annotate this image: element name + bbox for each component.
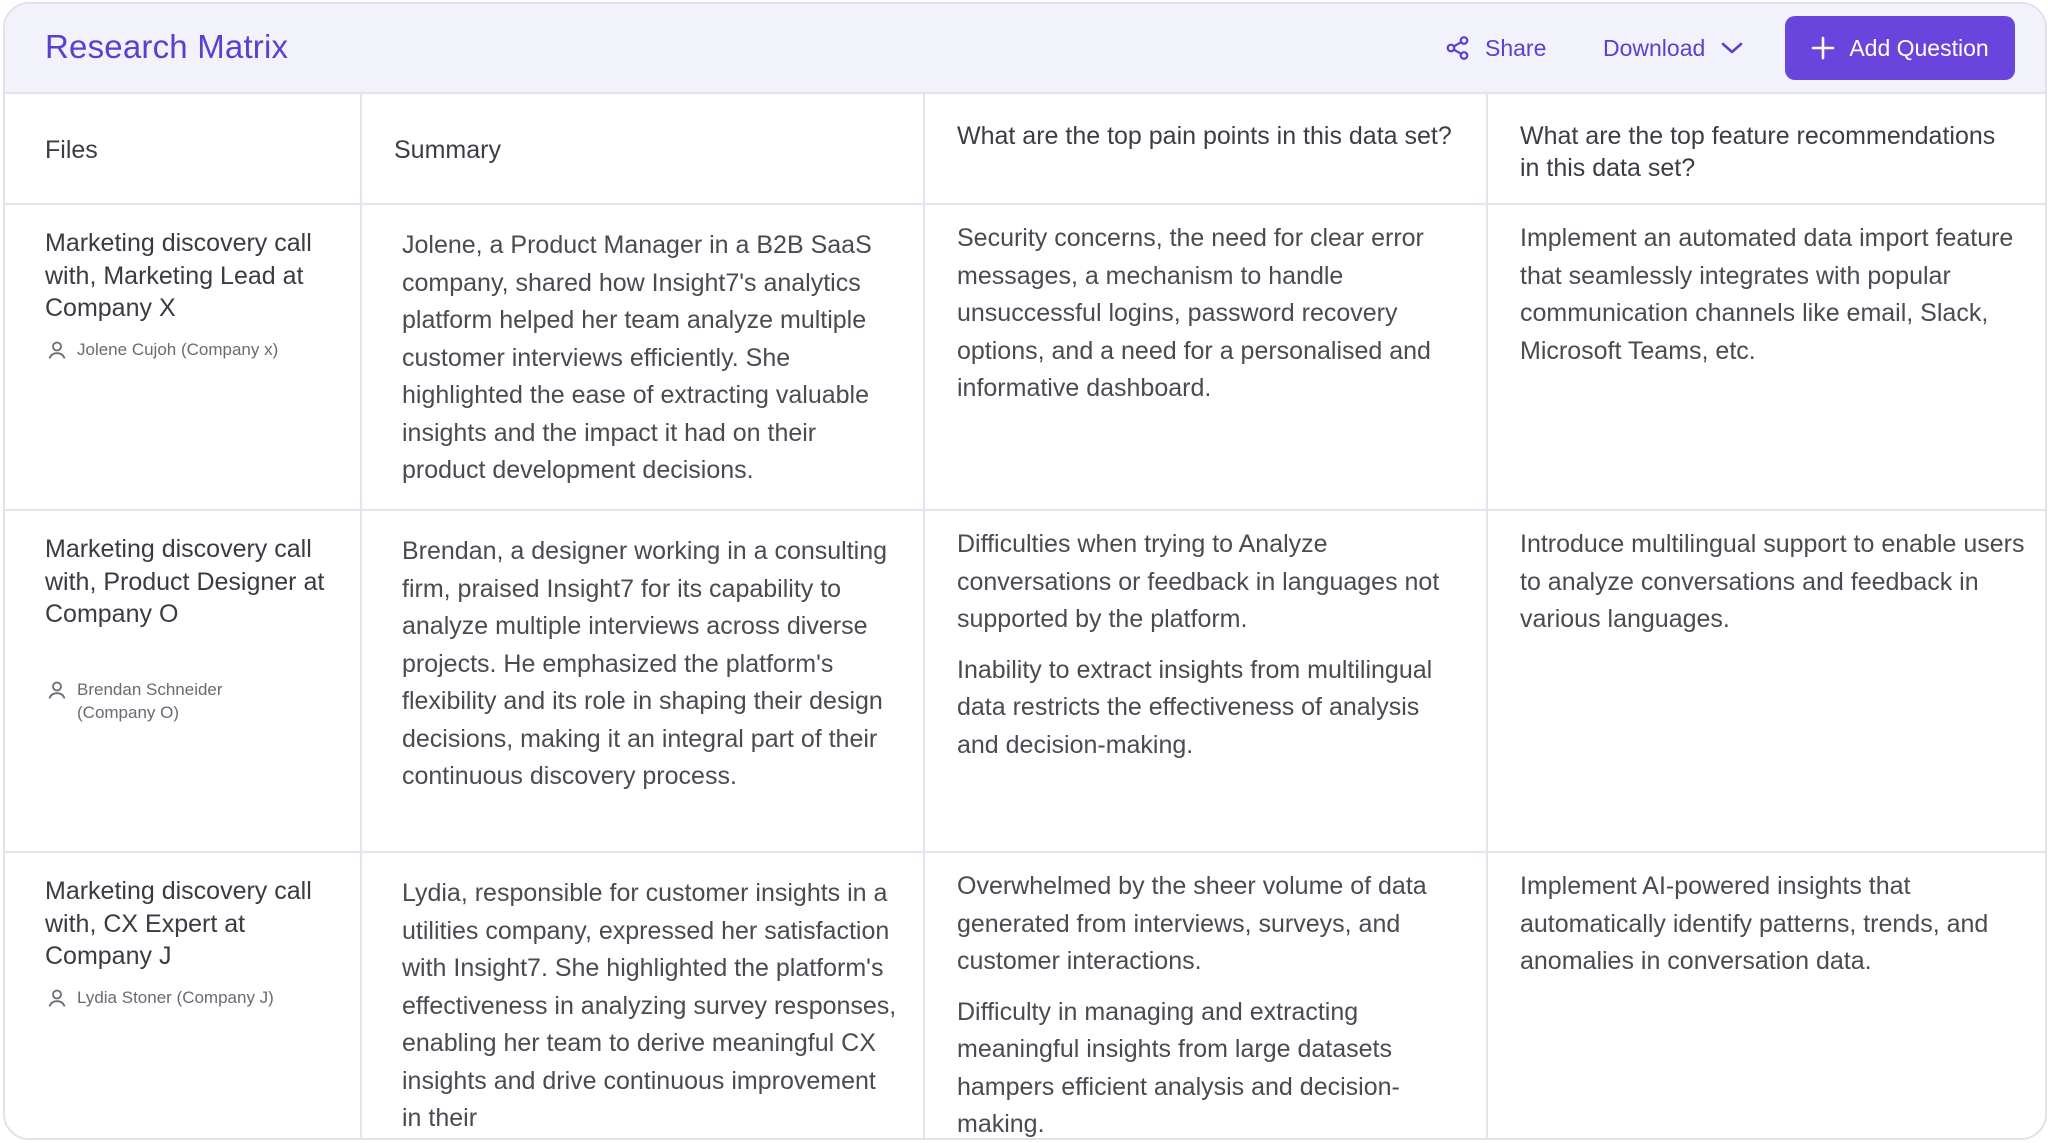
column-divider (1486, 94, 1488, 1138)
row-divider (5, 203, 2045, 205)
add-question-label: Add Question (1849, 34, 1989, 61)
column-header-files: Files (45, 136, 98, 164)
recommendations-cell: Implement AI-powered insights that automatically identify patterns, trends, and anomalies in conversation data. (1520, 872, 1989, 975)
chevron-down-icon (1721, 41, 1743, 55)
file-user (47, 986, 337, 1009)
pain-point: Difficulty in managing and extracting meaningful insights from large datasets hampers efficient analysis and decision-making. (957, 997, 1400, 1138)
pain-points-cell (957, 526, 1467, 777)
download-label: Download (1603, 34, 1706, 61)
summary-cell: Brendan, a designer working in a consulting firm, praised Insight7 for its capability to analyze multiple interviews across diverse projects. He emphasized the platform's flexibility and its role in shaping their design decisions, making it an integral part of their continuous discovery process. (402, 537, 888, 790)
file-title[interactable]: Marketing discovery call with, Product Designer at Company O (45, 535, 325, 628)
column-header-pain-points: What are the top pain points in this data set? (957, 122, 1452, 150)
user-icon (47, 680, 67, 700)
user-icon (47, 340, 67, 360)
summary-cell: Lydia, responsible for customer insights in a utilities company, expressed her satisfaction with Insight7. She highlighted the platform's effectiveness in analyzing survey responses, enabling her team to derive meaningful CX insights and drive continuous improvement in their (402, 879, 897, 1132)
user-icon (47, 988, 67, 1008)
column-header-summary: Summary (394, 136, 501, 164)
add-question-button[interactable] (1785, 16, 2015, 80)
column-header-recommendations: What are the top feature recommendations in this data set? (1520, 122, 1996, 182)
file-user-name: Brendan Schneider (Company O) (77, 680, 223, 722)
row-divider (5, 851, 2045, 853)
plus-icon (1811, 36, 1835, 60)
page-title: Research Matrix (45, 28, 289, 65)
file-user (47, 338, 337, 361)
top-bar (5, 4, 2045, 94)
recommendations-cell: Introduce multilingual support to enable users to analyze conversations and feedback in various languages. (1520, 530, 2025, 633)
row-divider (5, 509, 2045, 511)
pain-points-cell (957, 868, 1467, 1140)
pain-point: Inability to extract insights from multilingual data restricts the effectiveness of analysis and decision-making. (957, 655, 1433, 759)
pain-point: Difficulties when trying to Analyze conversations or feedback in languages not supported by the platform. (957, 530, 1440, 633)
summary-cell: Jolene, a Product Manager in a B2B SaaS company, shared how Insight7's analytics platform helped her team analyze multiple customer interviews efficiently. She highlighted the ease of extracting valuable insights and the impact it had on their product development decisions. (402, 231, 872, 484)
file-user (47, 678, 257, 724)
share-label: Share (1485, 34, 1547, 61)
research-matrix-window (3, 2, 2047, 1140)
recommendations-cell: Implement an automated data import feature that seamlessly integrates with popular communication channels like email, Slack, Microsoft Teams, etc. (1520, 224, 2014, 365)
pain-points-cell (957, 220, 1467, 421)
file-title[interactable]: Marketing discovery call with, Marketing Lead at Company X (45, 229, 312, 322)
column-divider (360, 94, 362, 1138)
pain-point: Overwhelmed by the sheer volume of data generated from interviews, surveys, and customer interactions. (957, 872, 1427, 975)
download-dropdown[interactable] (1603, 26, 1743, 70)
file-title[interactable]: Marketing discovery call with, CX Expert at Company J (45, 877, 312, 970)
file-user-name: Lydia Stoner (Company J) (77, 988, 274, 1007)
pain-point: Security concerns, the need for clear error messages, a mechanism to handle unsuccessful logins, password recovery options, and a need for a personalised and informative dashboard. (957, 224, 1431, 402)
share-button[interactable] (1445, 26, 1546, 70)
share-icon (1445, 35, 1471, 61)
file-user-name: Jolene Cujoh (Company x) (77, 340, 279, 359)
column-divider (923, 94, 925, 1138)
